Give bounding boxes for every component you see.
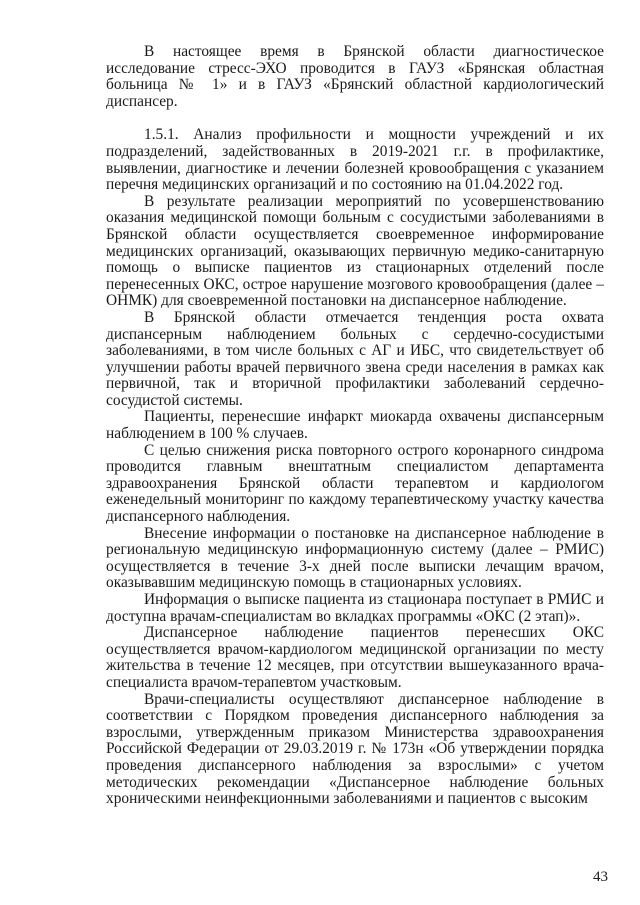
paragraph-monitoring: С целью снижения риска повторного острого коронарного синдрома проводится главным внештатным специалистом департамента здравоохранения Брянской области терапевтом и кардиологом еженедельный мониторинг по каждому терапевтическому участку качества диспансерного наблюдения. xyxy=(106,441,604,526)
paragraph-section-1-5-1: 1.5.1. Анализ профильности и мощности учреждений и их подразделений, задействованных в 2019-2021 г.г. в профилактике, выявлении, диагностике и лечении болезней кровообращения с указанием перечня медицинских организаций и по состоянию на 01.04.2022 год. xyxy=(106,126,604,194)
page-number: 43 xyxy=(593,869,608,885)
paragraph-specialists: Врачи-специалисты осуществляют диспансерное наблюдение в соответствии с Порядком проведения диспансерного наблюдения за взрослыми, утвержденным приказом Министерства здравоохранения Российской Федерации от 29.03.2019 г. № 173н «Об утверждении порядка проведения диспансерного наблюдения за взрослыми» с учетом методических рекомендации «Диспансерное наблюдение больных хроническими неинфекционными заболеваниями и пациентов с высоким xyxy=(106,690,604,808)
paragraph-oks-observation: Диспансерное наблюдение пациентов перенесших ОКС осуществляется врачом-кардиологом медицинской организации по месту жительства в течение 12 месяцев, при отсутствии вышеуказанного врача-специалиста врачом-терапевтом участковым. xyxy=(106,624,604,691)
paragraph-rmis-entry: Внесение информации о постановке на диспансерное наблюдение в региональную медицинскую информационную систему (далее – РМИС) осуществляется в течение 3-х дней после выписки лечащим врачом, оказывавшим медицинскую помощь в стационарных условиях. xyxy=(106,524,604,592)
paragraph-myocardial-infarction: Пациенты, перенесшие инфаркт миокарда охвачены диспансерным наблюдением в 100 % случаев. xyxy=(106,408,604,443)
paragraph-stress-echo: В настоящее время в Брянской области диагностическое исследование стресс-ЭХО проводится в ГАУЗ «Брянская областная больница № 1» и в ГАУЗ «Брянский областной кардиологический диспансер. xyxy=(106,43,604,110)
paragraph-discharge-info: Информация о выписке пациента из стационара поступает в РМИС и доступна врачам-специалистам во вкладках программы «ОКС (2 этап)». xyxy=(106,591,604,625)
paragraph-informing: В результате реализации мероприятий по усовершенствованию оказания медицинской помощи больным с сосудистыми заболеваниями в Брянской области осуществляется своевременное информирование медицинских организаций, оказывающих первичную медико-санитарную помощь о выписке пациентов из стационарных отделений после перенесенных ОКС, острое нарушение мозгового кровообращения (далее – ОНМК) для своевременной постановки на диспансерное наблюдение. xyxy=(106,192,604,310)
paragraph-coverage-trend: В Брянской области отмечается тенденция роста охвата диспансерным наблюдением больных с сердечно-сосудистыми заболеваниями, в том числе больных с АГ и ИБС, что свидетельствует об улучшении работы врачей первичного звена среди населения в рамках как первичной, так и вторичной профилактики заболеваний сердечно-сосудистой системы. xyxy=(106,308,604,409)
